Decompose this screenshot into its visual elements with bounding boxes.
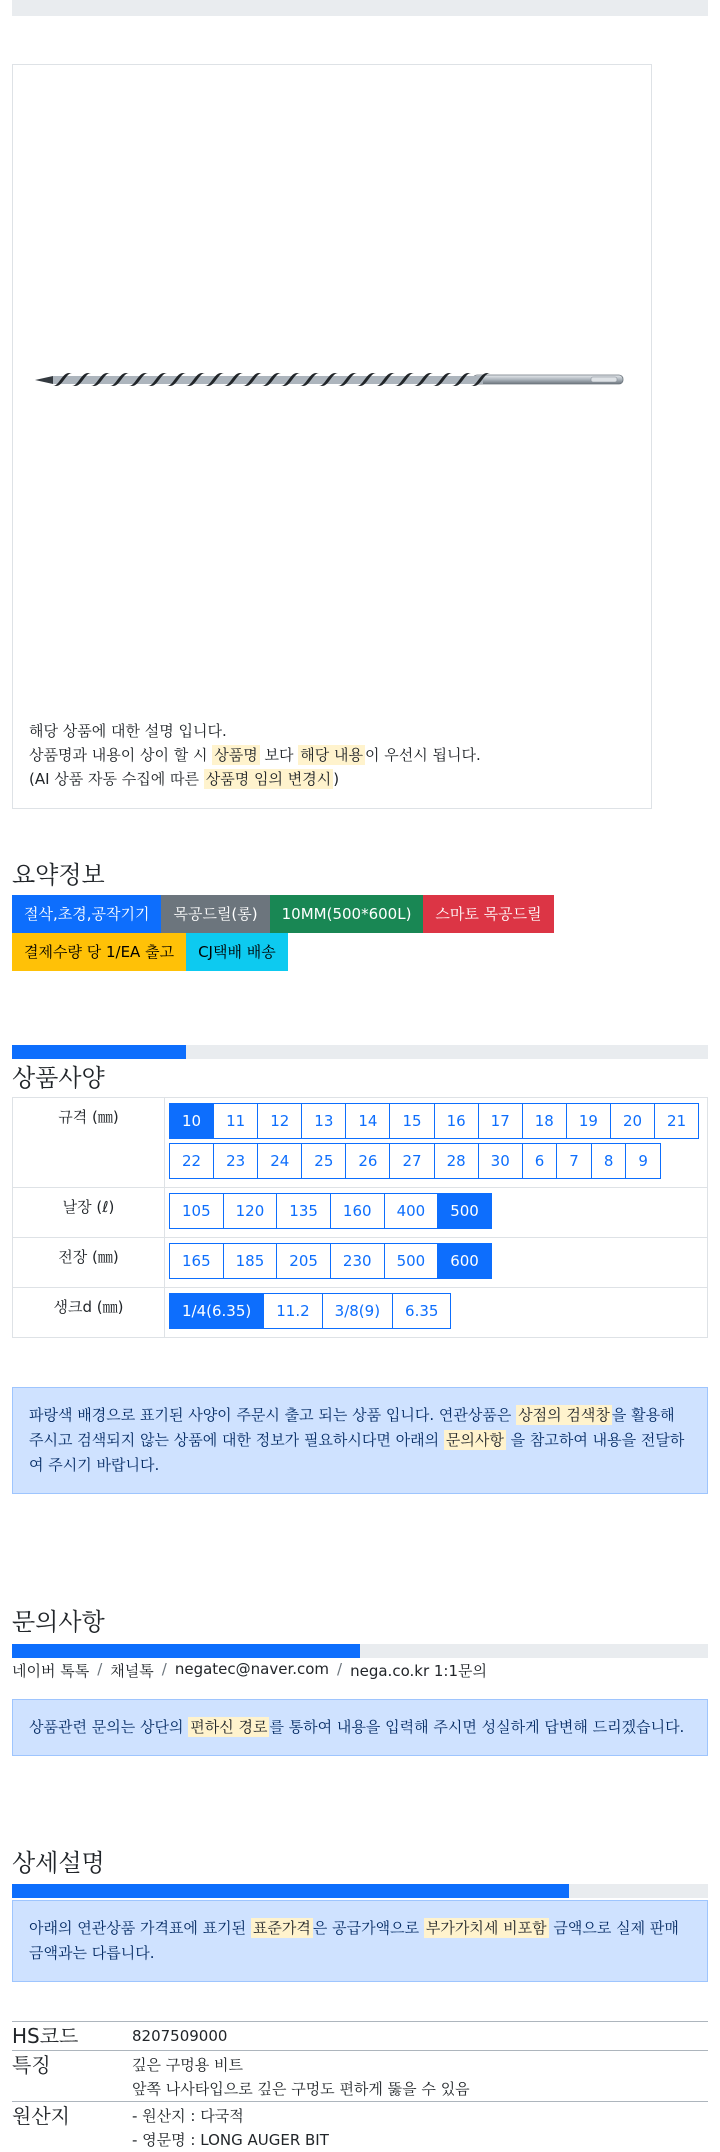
summary-badges	[12, 895, 712, 971]
spec-option-button[interactable]: 9	[625, 1143, 661, 1179]
spec-row	[13, 1238, 708, 1288]
spec-option-button[interactable]: 12	[257, 1103, 302, 1139]
product-notice	[29, 719, 481, 791]
notice-line-3: (AI 상품 자동 수집에 따른 상품명 임의 변경시 )	[29, 770, 340, 788]
info-value: 깊은 구멍용 비트 앞쪽 나사타입으로 깊은 구멍도 편하게 뚫을 수 있음	[132, 2056, 470, 2098]
summary-badge: 10MM(500*600L)	[270, 895, 424, 933]
spec-option-button[interactable]: 21	[654, 1103, 699, 1139]
badge-row-2	[12, 933, 712, 971]
summary-badge: 목공드릴(롱)	[161, 895, 269, 933]
info-row	[12, 2102, 708, 2152]
separator: /	[337, 1660, 343, 1678]
contact-channels	[12, 1660, 487, 1681]
info-value: - 원산지 : 다국적 - 영문명 : LONG AUGER BIT	[132, 2107, 329, 2149]
spec-option-button[interactable]: 26	[345, 1143, 390, 1179]
spec-row	[13, 1098, 708, 1188]
spec-option-button[interactable]: 230	[330, 1243, 385, 1279]
spec-option-button[interactable]: 400	[384, 1193, 439, 1229]
spec-option-button[interactable]: 205	[276, 1243, 331, 1279]
spec-label: 날장 (ℓ)	[13, 1188, 165, 1238]
spec-title: 상품사양	[12, 1064, 105, 1092]
info-key: 원산지	[12, 2104, 70, 2128]
inquiry-title: 문의사항	[12, 1608, 105, 1636]
spec-table	[12, 1097, 708, 1338]
spec-option-button[interactable]: 14	[345, 1103, 390, 1139]
summary-badge: CJ택배 배송	[186, 933, 288, 971]
spec-option-button[interactable]: 27	[389, 1143, 434, 1179]
spec-option-button[interactable]: 11	[213, 1103, 258, 1139]
notice-line-2: 상품명과 내용이 상이 할 시 상품명 보다 해당 내용 이 우선시 됩니다.	[29, 746, 481, 764]
detail-alert: 아래의 연관상품 가격표에 표기된 표준가격 은 공급가액으로 부가가치세 비포함 금액으로 실제 판매금액과는 다릅니다.	[12, 1900, 708, 1982]
spec-label: 생크d (㎜)	[13, 1288, 165, 1338]
spec-option-button[interactable]: 28	[434, 1143, 479, 1179]
spec-option-button[interactable]: 120	[223, 1193, 278, 1229]
inquiry-alert: 상품관련 문의는 상단의 편하신 경로 를 통하여 내용을 입력해 주시면 성실하게 답변해 드리겠습니다.	[12, 1699, 708, 1756]
summary-badge: 결제수량 당 1/EA 출고	[12, 933, 186, 971]
spec-option-button[interactable]: 105	[169, 1193, 224, 1229]
info-value: 8207509000	[132, 2027, 228, 2045]
spec-row	[13, 1288, 708, 1338]
summary-title: 요약정보	[12, 861, 105, 889]
product-image-box	[12, 64, 652, 809]
detail-title: 상세설명	[12, 1849, 105, 1877]
spec-option-button[interactable]: 24	[257, 1143, 302, 1179]
contact-link[interactable]: nega.co.kr 1:1문의	[350, 1662, 487, 1680]
info-key: HS코드	[12, 2024, 79, 2048]
separator: /	[97, 1660, 103, 1678]
spec-option-button[interactable]: 25	[301, 1143, 346, 1179]
spec-option-button[interactable]: 8	[591, 1143, 627, 1179]
notice-line-1: 해당 상품에 대한 설명 입니다.	[29, 722, 227, 740]
spec-option-button[interactable]: 6.35	[392, 1293, 451, 1329]
contact-link[interactable]: 채널톡	[110, 1662, 154, 1680]
spec-option-button[interactable]: 15	[389, 1103, 434, 1139]
product-info-table	[12, 2021, 708, 2152]
summary-badge: 스마토 목공드릴	[423, 895, 553, 933]
contact-link[interactable]: 네이버 톡톡	[12, 1662, 90, 1680]
auger-bit-image	[33, 365, 633, 395]
spec-alert: 파랑색 배경으로 표기된 사양이 주문시 출고 되는 상품 입니다. 연관상품은 상점의 검색창 을 활용해 주시고 검색되지 않는 상품에 대한 정보가 필요하시다면 아래의 문의사항 을 참고하여 내용을 전달하여 주시기 바랍니다.	[12, 1387, 708, 1494]
spec-option-button[interactable]: 185	[223, 1243, 278, 1279]
spec-progress-bar	[12, 1045, 708, 1059]
spec-option-button[interactable]: 19	[566, 1103, 611, 1139]
spec-option-button[interactable]: 3/8(9)	[322, 1293, 393, 1329]
spec-option-button[interactable]: 11.2	[263, 1293, 322, 1329]
info-row	[12, 2022, 708, 2051]
spec-option-button[interactable]: 1/4(6.35)	[169, 1293, 264, 1329]
spec-option-button[interactable]: 6	[522, 1143, 558, 1179]
spec-option-button[interactable]: 13	[301, 1103, 346, 1139]
spec-option-button[interactable]: 500	[384, 1243, 439, 1279]
detail-progress-bar	[12, 1884, 708, 1898]
spec-option-button[interactable]: 30	[478, 1143, 523, 1179]
inquiry-progress-bar	[12, 1644, 708, 1658]
spec-option-button[interactable]: 500	[437, 1193, 492, 1229]
contact-link[interactable]: negatec@naver.com	[174, 1660, 330, 1678]
spec-option-button[interactable]: 18	[522, 1103, 567, 1139]
spec-label: 규격 (㎜)	[13, 1098, 165, 1188]
badge-row-1	[12, 895, 712, 933]
info-key: 특징	[12, 2053, 51, 2077]
spec-option-button[interactable]: 165	[169, 1243, 224, 1279]
top-bar	[12, 0, 708, 16]
spec-option-button[interactable]: 160	[330, 1193, 385, 1229]
spec-option-button[interactable]: 17	[478, 1103, 523, 1139]
info-row	[12, 2051, 708, 2102]
spec-option-button[interactable]: 7	[556, 1143, 592, 1179]
summary-badge: 절삭,초경,공작기기	[12, 895, 161, 933]
spec-option-button[interactable]: 600	[437, 1243, 492, 1279]
spec-option-button[interactable]: 20	[610, 1103, 655, 1139]
spec-option-button[interactable]: 16	[434, 1103, 479, 1139]
spec-option-button[interactable]: 22	[169, 1143, 214, 1179]
separator: /	[161, 1660, 167, 1678]
spec-option-button[interactable]: 10	[169, 1103, 214, 1139]
spec-label: 전장 (㎜)	[13, 1238, 165, 1288]
spec-option-button[interactable]: 23	[213, 1143, 258, 1179]
spec-row	[13, 1188, 708, 1238]
spec-option-button[interactable]: 135	[276, 1193, 331, 1229]
